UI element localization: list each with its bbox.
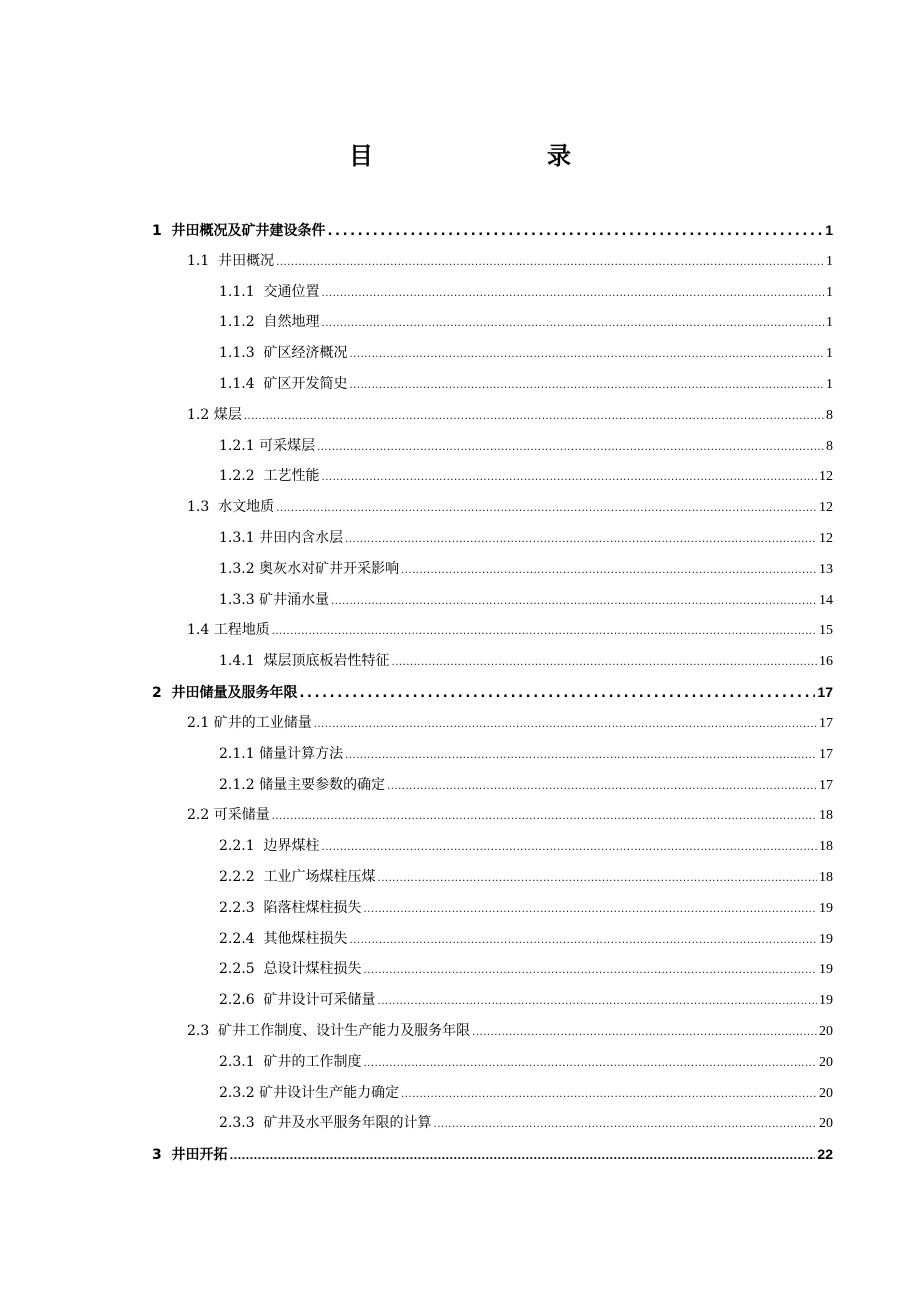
toc-entry-label: 1.3.2 奥灰水对矿井开采影响 [219, 561, 400, 577]
dot-leader [350, 340, 824, 370]
toc-entry-page: 8 [826, 408, 833, 423]
toc-entry[interactable] [219, 585, 833, 615]
dot-leader [345, 525, 817, 555]
toc-entry-label: 1.3.3 矿井涌水量 [219, 592, 330, 608]
toc-entry-page: 1 [826, 346, 833, 361]
toc-entry-page: 8 [826, 439, 833, 454]
dot-leader [322, 463, 817, 493]
toc-entry-page: 20 [819, 1086, 833, 1101]
toc-entry-page: 12 [819, 500, 833, 515]
toc-entry[interactable] [187, 800, 833, 830]
toc-entry-page: 19 [819, 901, 833, 916]
toc-entry-label: 2.2.6 矿井设计可采储量 [219, 992, 376, 1008]
toc-entry-page: 18 [819, 808, 833, 823]
toc-entry-page: 1 [826, 377, 833, 392]
toc-entry[interactable] [219, 523, 833, 553]
dot-leader [272, 617, 817, 647]
dot-leader [317, 433, 824, 463]
toc-entry-page: 15 [819, 623, 833, 638]
toc-entry-label: 1.1.2 自然地理 [219, 314, 320, 330]
toc-entry-label: 2.2.4 其他煤柱损失 [219, 931, 348, 947]
toc-entry[interactable] [219, 554, 833, 584]
toc-entry-page: 1 [826, 285, 833, 300]
toc-entry[interactable] [219, 369, 833, 399]
toc-entry-label: 2.1.2 储量主要参数的确定 [219, 777, 386, 793]
toc-entry-label: 1.2 煤层 [187, 407, 242, 423]
dot-leader [322, 309, 824, 339]
toc-entry[interactable] [219, 646, 833, 676]
dot-leader [364, 895, 817, 925]
toc-entry-label: 2.1 矿井的工业储量 [187, 715, 312, 731]
dot-leader [378, 987, 817, 1017]
toc-entry-page: 20 [819, 1024, 833, 1039]
toc-entry-page: 20 [819, 1116, 833, 1131]
toc-entry-label: 1 井田概况及矿井建设条件 [152, 223, 326, 239]
toc-entry-page: 17 [817, 684, 833, 700]
toc-entry-label: 1.1 井田概况 [187, 253, 275, 269]
toc-entry-page: 20 [819, 1055, 833, 1070]
toc-entry-page: 1 [826, 315, 833, 330]
dot-leader [350, 926, 817, 956]
toc-entry-page: 18 [819, 870, 833, 885]
dot-leader [401, 556, 817, 586]
dot-leader [378, 864, 817, 894]
dot-leader [350, 371, 824, 401]
toc-entry[interactable] [219, 461, 833, 491]
toc-entry-page: 19 [819, 932, 833, 947]
toc-entry-label: 2.2 可采储量 [187, 807, 270, 823]
toc-entry[interactable] [187, 615, 833, 645]
toc-entry[interactable] [219, 338, 833, 368]
toc-entry-page: 1 [825, 222, 833, 238]
dot-leader [276, 248, 824, 278]
toc-entry-page: 17 [819, 778, 833, 793]
dot-leader [328, 217, 824, 247]
toc-entry[interactable] [219, 1047, 833, 1077]
toc-entry-label: 2.3.3 矿井及水平服务年限的计算 [219, 1115, 432, 1131]
toc-entry[interactable] [219, 1078, 833, 1108]
toc-entry-label: 1.2.1 可采煤层 [219, 438, 316, 454]
toc-entry[interactable] [187, 246, 833, 276]
toc-entry[interactable] [187, 492, 833, 522]
dot-leader [276, 494, 817, 524]
toc-entry-label: 2.2.5 总设计煤柱损失 [219, 961, 362, 977]
toc-entry[interactable] [219, 862, 833, 892]
toc-entry-page: 19 [819, 962, 833, 977]
dot-leader [364, 1049, 817, 1079]
dot-leader [322, 279, 824, 309]
toc-entry[interactable] [219, 1108, 833, 1138]
toc-entry-label: 1.1.4 矿区开发简史 [219, 376, 348, 392]
toc-entry-label: 2.2.3 陷落柱煤柱损失 [219, 900, 362, 916]
toc-entry-label: 1.3.1 井田内含水层 [219, 530, 344, 546]
toc-entry[interactable] [219, 831, 833, 861]
dot-leader [322, 833, 817, 863]
toc-entry-page: 17 [819, 747, 833, 762]
dot-leader [300, 679, 816, 709]
toc-entry[interactable] [152, 1139, 833, 1169]
toc-entry-page: 14 [819, 593, 833, 608]
toc-entry[interactable] [152, 677, 833, 707]
toc-entry[interactable] [219, 431, 833, 461]
toc-entry-page: 16 [819, 654, 833, 669]
toc-entry[interactable] [219, 954, 833, 984]
dot-leader [392, 648, 817, 678]
toc-entry[interactable] [219, 277, 833, 307]
dot-leader [387, 772, 817, 802]
dot-leader [472, 1018, 817, 1048]
toc-entry-label: 2.3 矿井工作制度、设计生产能力及服务年限 [187, 1023, 471, 1039]
dot-leader [434, 1110, 817, 1140]
toc-entry-page: 22 [817, 1146, 833, 1162]
dot-leader [314, 710, 817, 740]
toc-entry-page: 17 [819, 716, 833, 731]
toc-entry-label: 1.1.3 矿区经济概况 [219, 345, 348, 361]
toc-entry-label: 1.4 工程地质 [187, 622, 270, 638]
dot-leader [345, 741, 817, 771]
toc-entry-page: 19 [819, 993, 833, 1008]
toc-entry[interactable] [219, 924, 833, 954]
toc-entry-label: 2.3.1 矿井的工作制度 [219, 1054, 362, 1070]
dot-leader [230, 1142, 816, 1172]
toc-entry-label: 1.1.1 交通位置 [219, 284, 320, 300]
toc-entry-page: 13 [819, 562, 833, 577]
toc-entry[interactable] [219, 739, 833, 769]
toc-entry-label: 1.2.2 工艺性能 [219, 468, 320, 484]
dot-leader [272, 802, 817, 832]
toc-entry-label: 2.2.2 工业广场煤柱压煤 [219, 869, 376, 885]
toc-entry-label: 2 井田储量及服务年限 [152, 685, 298, 701]
toc-entry-label: 3 井田开拓 [152, 1147, 228, 1163]
toc-entry[interactable] [152, 215, 833, 245]
dot-leader [244, 402, 824, 432]
toc-entry[interactable] [219, 985, 833, 1015]
toc-entry[interactable] [187, 400, 833, 430]
toc-entry-label: 2.3.2 矿井设计生产能力确定 [219, 1085, 400, 1101]
toc-entry-label: 1.3 水文地质 [187, 499, 275, 515]
toc-entry[interactable] [187, 1016, 833, 1046]
toc-entry[interactable] [219, 893, 833, 923]
dot-leader [401, 1080, 817, 1110]
toc-title: 目 录 [349, 142, 613, 170]
toc-entry[interactable] [187, 708, 833, 738]
toc-entry[interactable] [219, 770, 833, 800]
dot-leader [364, 956, 817, 986]
toc-entry[interactable] [219, 307, 833, 337]
toc-entry-page: 18 [819, 839, 833, 854]
toc-entry-page: 1 [826, 254, 833, 269]
toc-entry-page: 12 [819, 469, 833, 484]
toc-entry-label: 2.1.1 储量计算方法 [219, 746, 344, 762]
toc-entry-page: 12 [819, 531, 833, 546]
dot-leader [331, 587, 817, 617]
toc-entry-label: 1.4.1 煤层顶底板岩性特征 [219, 653, 390, 669]
toc-entry-label: 2.2.1 边界煤柱 [219, 838, 320, 854]
